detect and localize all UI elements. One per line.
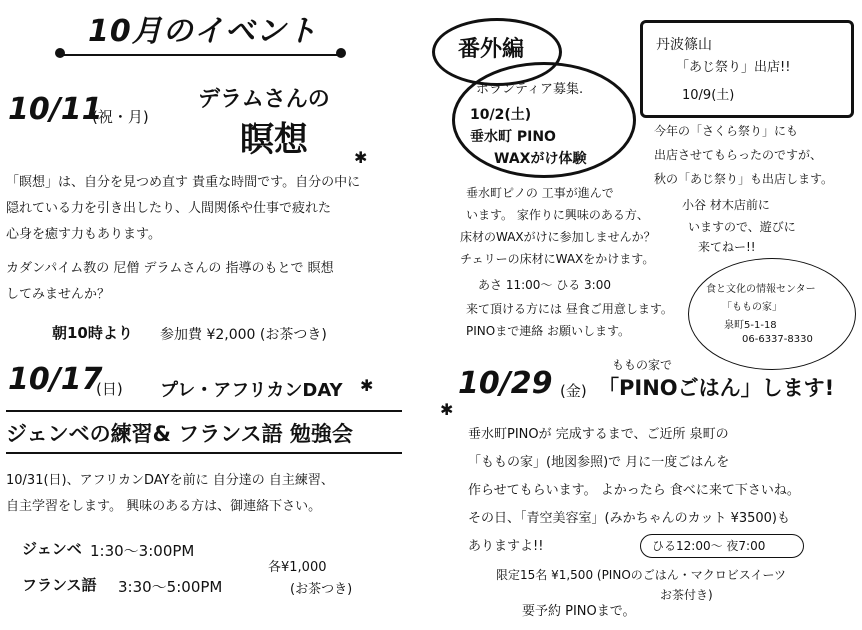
tamba-note-1: 小谷 材木店前に [682,198,770,212]
event2-fee-1: 各¥1,000 [268,560,327,575]
event1-fee: 参加費 ¥2,000 (お茶つき) [160,327,327,343]
volunteer-title: ボランティア募集. [476,82,584,97]
event1-title-line2: 瞑想 [240,120,308,160]
event3-hours: ひる12:00〜 夜7:00 [652,539,766,553]
event1-body-4: カダンパイム教の 尼僧 デラムさんの 指導のもとで 瞑想 [6,261,334,276]
center-line-2: 「ももの家」 [722,302,782,313]
extra-note-2: PINOまで連絡 お願いします。 [466,324,631,338]
tamba-body-3: 秋の「あじ祭り」も出店します。 [654,172,834,186]
event2-day: (日) [96,380,123,398]
page-title: 10月のイベント [88,14,318,49]
event3-limit: 限定15名 ¥1,500 (PINOのごはん・マクロビスイーツ [496,568,787,582]
event1-body-2: 隠れている力を引き出したり、人間関係や仕事で疲れた [6,201,332,216]
event3-day: (金) [560,382,587,400]
event2-body-1: 10/31(日)、アフリカンDAYを前に 自分達の 自主練習、 [6,473,334,488]
tamba-title-2: 「あじ祭り」出店!! [676,60,791,75]
star-icon: ✱ [440,400,454,419]
star-icon: ✱ [360,376,374,395]
event2-date: 10/17 [8,362,103,397]
event2-schedule-label-1: ジェンベ [22,540,82,558]
extra-body-3: 床材のWAXがけに参加しませんか？ [460,230,656,244]
tamba-title-1: 丹波篠山 [656,37,712,53]
extra-body-4: チェリーの床材にWAXをかけます。 [460,252,655,266]
event3-body-5: ありますよ!! [468,539,544,554]
event3-limit-2: お茶付き) [660,588,713,602]
extra-body-1: 垂水町ピノの 工事が進んで [466,186,614,200]
event1-body-1: 「瞑想」は、自分を見つめ直す 貴重な時間です。自分の中に [6,175,361,190]
extra-label: 番外編 [458,37,525,62]
event2-schedule-time-1: 1:30〜3:00PM [90,542,195,560]
event3-date: 10/29 [458,366,553,401]
extra-note-1: 来て頂ける方には 昼食ご用意します。 [466,302,673,316]
event2-fee-2: (お茶つき) [290,582,353,597]
tamba-body-2: 出店させてもらったのですが、 [654,148,823,162]
volunteer-date: 10/2(土) [470,107,532,123]
event2-body-2: 自主学習をします。 興味のある方は、御連絡下さい。 [6,499,322,514]
event2-schedule-label-2: フランス語 [22,576,97,594]
center-line-4: 06-6337-8330 [742,334,813,345]
center-line-3: 泉町5-1-18 [724,320,777,331]
tamba-note-3: 来てねー!! [698,240,756,254]
extra-time: あさ 11:00〜 ひる 3:00 [478,278,611,292]
event2-rule-top [6,410,402,412]
event3-reserve: 要予約 PINOまで。 [522,604,636,619]
event1-date: 10/11 [8,92,103,127]
underline-dot-right [336,48,346,58]
event2-title: ジェンベの練習& フランス語 勉強会 [6,422,353,446]
event2-pre-title: プレ・アフリカンDAY [160,380,343,401]
star-icon: ✱ [354,148,368,167]
event3-title: 「PINOごはん」します! [598,376,835,400]
event1-day: (祝・月) [92,108,149,126]
event1-title-line1: デラムさんの [198,87,330,112]
volunteer-event: WAXがけ体験 [494,151,587,167]
event3-body-1: 垂水町PINOが 完成するまで、ご近所 泉町の [468,427,729,442]
underline-dot-left [55,48,65,58]
event2-rule-bottom [6,452,402,454]
center-bubble [688,258,856,370]
tamba-body-1: 今年の「さくら祭り」にも [654,124,799,138]
title-underline [60,54,340,56]
event2-schedule-time-2: 3:30〜5:00PM [118,578,223,596]
event3-body-4: その日、「青空美容室」(みかちゃんのカット ¥3500)も [468,511,791,526]
event1-time: 朝10時より [52,324,133,342]
event3-body-2: 「ももの家」(地図参照)で 月に一度ごはんを [468,455,730,470]
tamba-date: 10/9(土) [682,88,735,103]
event1-body-5: してみませんか？ [6,287,111,302]
event1-body-3: 心身を癒す力もあります。 [6,227,161,242]
center-line-1: 食と文化の情報センター [706,284,816,295]
event3-body-3: 作らせてもらいます。 よかったら 食べに来て下さいね。 [468,483,800,498]
tamba-note-2: いますので、遊びに [688,220,796,234]
volunteer-place: 垂水町 PINO [470,129,556,145]
event3-pre: ももの家で [612,358,673,372]
extra-body-2: います。 家作りに興味のある方、 [466,208,649,222]
